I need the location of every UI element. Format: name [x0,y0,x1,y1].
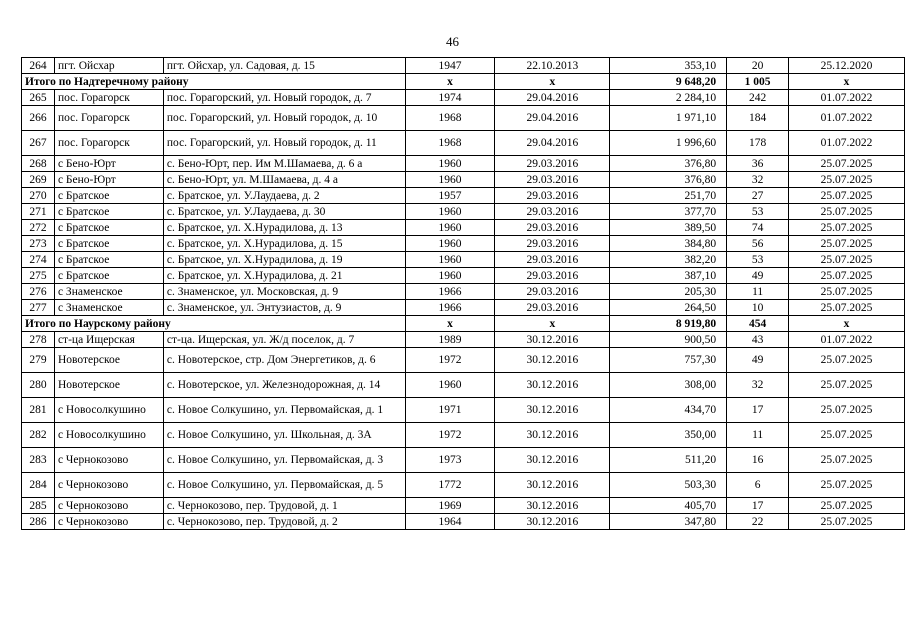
table-row [22,423,905,448]
recognition-date-cell: 30.12.2016 [495,448,610,473]
settlement-cell: пос. Горагорск [54,131,163,156]
build-year-cell: 1960 [405,204,495,220]
address-cell: пос. Горагорский, ул. Новый городок, д. 7 [163,90,405,106]
address-cell: с. Новое Солкушино, ул. Первомайская, д. 5 [163,473,405,498]
recognition-date-cell: 30.12.2016 [495,423,610,448]
deadline-cell: 25.12.2020 [789,58,905,74]
residents-cell: 17 [727,498,789,514]
address-cell: с. Новое Солкушино, ул. Школьная, д. 3А [163,423,405,448]
table-row [22,156,905,172]
settlement-cell: с Братское [54,236,163,252]
row-number-cell: 268 [22,156,55,172]
row-number-cell: 271 [22,204,55,220]
address-cell: пос. Горагорский, ул. Новый городок, д. 11 [163,131,405,156]
settlement-cell: пгт. Ойсхар [54,58,163,74]
address-cell: ст-ца. Ищерская, ул. Ж/д поселок, д. 7 [163,332,405,348]
address-cell: с. Братское, ул. Х.Нурадилова, д. 15 [163,236,405,252]
build-year-cell: 1947 [405,58,495,74]
area-cell: 377,70 [610,204,727,220]
area-cell: 264,50 [610,300,727,316]
recognition-date-cell: 29.04.2016 [495,90,610,106]
residents-cell: 27 [727,188,789,204]
recognition-date-cell: 29.04.2016 [495,131,610,156]
address-cell: с. Братское, ул. Х.Нурадилова, д. 21 [163,268,405,284]
residents-cell: 32 [727,373,789,398]
residents-cell: 43 [727,332,789,348]
build-year-cell: 1974 [405,90,495,106]
recognition-date-cell: 29.03.2016 [495,236,610,252]
settlement-cell: с Братское [54,204,163,220]
recognition-date-cell: 30.12.2016 [495,332,610,348]
recognition-date-cell: 22.10.2013 [495,58,610,74]
table-row [22,106,905,131]
deadline-cell: 25.07.2025 [789,498,905,514]
table-row [22,284,905,300]
row-number-cell: 278 [22,332,55,348]
table-row [22,498,905,514]
recognition-date-cell: 29.03.2016 [495,220,610,236]
residents-cell: 184 [727,106,789,131]
recognition-date-cell: 30.12.2016 [495,348,610,373]
deadline-cell: 25.07.2025 [789,348,905,373]
row-number-cell: 265 [22,90,55,106]
area-cell: 353,10 [610,58,727,74]
address-cell: с. Знаменское, ул. Московская, д. 9 [163,284,405,300]
build-year-cell: 1968 [405,131,495,156]
build-year-cell: 1960 [405,156,495,172]
residents-cell: 242 [727,90,789,106]
deadline-cell: 25.07.2025 [789,220,905,236]
area-cell: 376,80 [610,172,727,188]
recognition-date-cell: 29.03.2016 [495,268,610,284]
area-cell: 376,80 [610,156,727,172]
build-year-cell: 1971 [405,398,495,423]
settlement-cell: Новотерское [54,373,163,398]
area-cell: 251,70 [610,188,727,204]
settlement-cell: Новотерское [54,348,163,373]
settlement-cell: с Чернокозово [54,448,163,473]
table-row [22,398,905,423]
settlement-cell: ст-ца Ищерская [54,332,163,348]
deadline-cell: 01.07.2022 [789,131,905,156]
area-cell: 384,80 [610,236,727,252]
area-cell: 2 284,10 [610,90,727,106]
build-year-cell: 1989 [405,332,495,348]
deadline-cell: 25.07.2025 [789,300,905,316]
deadline-cell: 01.07.2022 [789,332,905,348]
table-row [22,348,905,373]
settlement-cell: с Новосолкушино [54,398,163,423]
row-number-cell: 274 [22,252,55,268]
total-date: x [495,74,610,90]
table-row [22,300,905,316]
build-year-cell: 1960 [405,268,495,284]
address-cell: с. Новотерское, стр. Дом Энергетиков, д. 6 [163,348,405,373]
deadline-cell: 25.07.2025 [789,473,905,498]
deadline-cell: 01.07.2022 [789,90,905,106]
area-cell: 347,80 [610,514,727,530]
area-cell: 511,20 [610,448,727,473]
row-number-cell: 283 [22,448,55,473]
residents-cell: 49 [727,348,789,373]
build-year-cell: 1960 [405,172,495,188]
residents-cell: 16 [727,448,789,473]
row-number-cell: 276 [22,284,55,300]
district-total-row [22,74,905,90]
build-year-cell: 1772 [405,473,495,498]
deadline-cell: 25.07.2025 [789,514,905,530]
address-cell: с. Бено-Юрт, пер. Им М.Шамаева, д. 6 а [163,156,405,172]
table-row [22,252,905,268]
deadline-cell: 25.07.2025 [789,284,905,300]
residents-cell: 74 [727,220,789,236]
table-row [22,90,905,106]
address-cell: с. Бено-Юрт, ул. М.Шамаева, д. 4 а [163,172,405,188]
residents-cell: 53 [727,204,789,220]
residents-cell: 49 [727,268,789,284]
settlement-cell: с Братское [54,252,163,268]
row-number-cell: 264 [22,58,55,74]
address-cell: с. Новое Солкушино, ул. Первомайская, д. 1 [163,398,405,423]
area-cell: 757,30 [610,348,727,373]
address-cell: с. Чернокозово, пер. Трудовой, д. 1 [163,498,405,514]
recognition-date-cell: 29.03.2016 [495,156,610,172]
area-cell: 434,70 [610,398,727,423]
residents-cell: 22 [727,514,789,530]
row-number-cell: 272 [22,220,55,236]
settlement-cell: с Чернокозово [54,498,163,514]
total-people: 1 005 [727,74,789,90]
settlement-cell: с Бено-Юрт [54,172,163,188]
residents-cell: 56 [727,236,789,252]
area-cell: 900,50 [610,332,727,348]
settlement-cell: с Знаменское [54,300,163,316]
address-cell: с. Братское, ул. Х.Нурадилова, д. 13 [163,220,405,236]
deadline-cell: 25.07.2025 [789,268,905,284]
total-end-date: x [789,316,905,332]
area-cell: 308,00 [610,373,727,398]
table-row [22,514,905,530]
recognition-date-cell: 29.03.2016 [495,284,610,300]
residents-cell: 36 [727,156,789,172]
area-cell: 387,10 [610,268,727,284]
row-number-cell: 267 [22,131,55,156]
build-year-cell: 1972 [405,423,495,448]
total-date: x [495,316,610,332]
row-number-cell: 277 [22,300,55,316]
build-year-cell: 1969 [405,498,495,514]
settlement-cell: с Бено-Юрт [54,156,163,172]
residents-cell: 17 [727,398,789,423]
table-row [22,473,905,498]
table-row [22,131,905,156]
row-number-cell: 269 [22,172,55,188]
recognition-date-cell: 30.12.2016 [495,398,610,423]
total-label: Итого по Надтеречному району [22,74,406,90]
row-number-cell: 270 [22,188,55,204]
area-cell: 382,20 [610,252,727,268]
total-label: Итого по Наурскому району [22,316,406,332]
area-cell: 205,30 [610,284,727,300]
table-row [22,236,905,252]
build-year-cell: 1968 [405,106,495,131]
build-year-cell: 1964 [405,514,495,530]
recognition-date-cell: 29.03.2016 [495,204,610,220]
table-row [22,332,905,348]
settlement-cell: с Чернокозово [54,473,163,498]
housing-table [21,57,905,530]
deadline-cell: 25.07.2025 [789,156,905,172]
address-cell: пос. Горагорский, ул. Новый городок, д. 10 [163,106,405,131]
address-cell: с. Новое Солкушино, ул. Первомайская, д. 3 [163,448,405,473]
row-number-cell: 275 [22,268,55,284]
settlement-cell: с Братское [54,268,163,284]
row-number-cell: 281 [22,398,55,423]
deadline-cell: 25.07.2025 [789,204,905,220]
table-row [22,268,905,284]
table-row [22,188,905,204]
deadline-cell: 25.07.2025 [789,373,905,398]
total-end-date: x [789,74,905,90]
deadline-cell: 25.07.2025 [789,398,905,423]
residents-cell: 178 [727,131,789,156]
table-row [22,172,905,188]
row-number-cell: 285 [22,498,55,514]
settlement-cell: пос. Горагорск [54,106,163,131]
area-cell: 1 971,10 [610,106,727,131]
build-year-cell: 1973 [405,448,495,473]
residents-cell: 10 [727,300,789,316]
row-number-cell: 286 [22,514,55,530]
recognition-date-cell: 29.04.2016 [495,106,610,131]
build-year-cell: 1966 [405,284,495,300]
settlement-cell: с Братское [54,188,163,204]
total-year: x [405,316,495,332]
row-number-cell: 282 [22,423,55,448]
table-row [22,204,905,220]
deadline-cell: 25.07.2025 [789,188,905,204]
row-number-cell: 273 [22,236,55,252]
residents-cell: 53 [727,252,789,268]
settlement-cell: пос. Горагорск [54,90,163,106]
table-row [22,220,905,236]
build-year-cell: 1972 [405,348,495,373]
recognition-date-cell: 30.12.2016 [495,373,610,398]
recognition-date-cell: 29.03.2016 [495,188,610,204]
page-number: 46 [446,34,459,49]
deadline-cell: 25.07.2025 [789,423,905,448]
district-total-row [22,316,905,332]
total-area: 8 919,80 [610,316,727,332]
area-cell: 389,50 [610,220,727,236]
total-area: 9 648,20 [610,74,727,90]
recognition-date-cell: 30.12.2016 [495,514,610,530]
address-cell: с. Братское, ул. У.Лаудаева, д. 2 [163,188,405,204]
address-cell: с. Братское, ул. У.Лаудаева, д. 30 [163,204,405,220]
residents-cell: 32 [727,172,789,188]
residents-cell: 20 [727,58,789,74]
settlement-cell: с Чернокозово [54,514,163,530]
address-cell: с. Братское, ул. Х.Нурадилова, д. 19 [163,252,405,268]
deadline-cell: 25.07.2025 [789,252,905,268]
recognition-date-cell: 29.03.2016 [495,172,610,188]
recognition-date-cell: 30.12.2016 [495,498,610,514]
recognition-date-cell: 29.03.2016 [495,300,610,316]
deadline-cell: 01.07.2022 [789,106,905,131]
build-year-cell: 1966 [405,300,495,316]
build-year-cell: 1960 [405,236,495,252]
recognition-date-cell: 30.12.2016 [495,473,610,498]
residents-cell: 11 [727,423,789,448]
table-row [22,373,905,398]
address-cell: с. Новотерское, ул. Железнодорожная, д. 14 [163,373,405,398]
area-cell: 350,00 [610,423,727,448]
total-people: 454 [727,316,789,332]
build-year-cell: 1957 [405,188,495,204]
table-row [22,448,905,473]
build-year-cell: 1960 [405,373,495,398]
area-cell: 1 996,60 [610,131,727,156]
build-year-cell: 1960 [405,220,495,236]
deadline-cell: 25.07.2025 [789,172,905,188]
row-number-cell: 266 [22,106,55,131]
settlement-cell: с Братское [54,220,163,236]
settlement-cell: с Новосолкушино [54,423,163,448]
recognition-date-cell: 29.03.2016 [495,252,610,268]
deadline-cell: 25.07.2025 [789,236,905,252]
address-cell: с. Знаменское, ул. Энтузиастов, д. 9 [163,300,405,316]
row-number-cell: 284 [22,473,55,498]
area-cell: 405,70 [610,498,727,514]
residents-cell: 11 [727,284,789,300]
build-year-cell: 1960 [405,252,495,268]
table-row [22,58,905,74]
deadline-cell: 25.07.2025 [789,448,905,473]
address-cell: пгт. Ойсхар, ул. Садовая, д. 15 [163,58,405,74]
area-cell: 503,30 [610,473,727,498]
total-year: x [405,74,495,90]
row-number-cell: 279 [22,348,55,373]
settlement-cell: с Знаменское [54,284,163,300]
row-number-cell: 280 [22,373,55,398]
residents-cell: 6 [727,473,789,498]
address-cell: с. Чернокозово, пер. Трудовой, д. 2 [163,514,405,530]
